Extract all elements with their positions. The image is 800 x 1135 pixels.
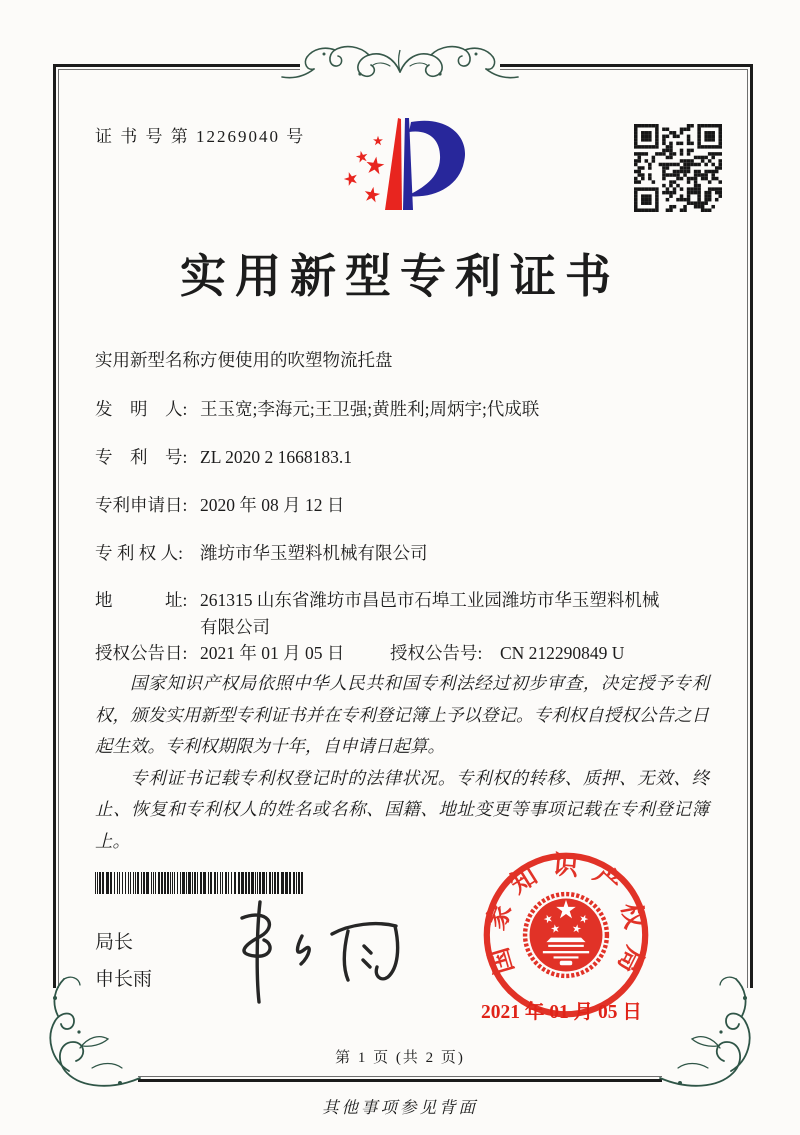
field-row-grant bbox=[95, 640, 670, 667]
national-emblem-icon bbox=[525, 894, 607, 976]
grant-date-label: 授权公告日: bbox=[95, 643, 188, 663]
field-value: 2020 年 08 月 12 日 bbox=[200, 495, 345, 515]
cnipa-logo-icon bbox=[333, 110, 483, 228]
qr-code-icon bbox=[634, 124, 722, 212]
signer-name: 申长雨 bbox=[95, 969, 153, 990]
signer-block bbox=[95, 924, 152, 998]
certificate-title: 实用新型专利证书 bbox=[180, 251, 620, 302]
field-value: ZL 2020 2 1668183.1 bbox=[200, 447, 352, 467]
field-label: 专 利 权 人: bbox=[95, 543, 183, 563]
field-row-patentee bbox=[95, 540, 670, 567]
seal-ring-text: 国家知识产权局 bbox=[480, 850, 652, 990]
field-label: 实用新型名称: bbox=[95, 350, 205, 370]
grant-number-value: CN 212290849 U bbox=[500, 643, 625, 663]
field-value: 潍坊市华玉塑料机械有限公司 bbox=[200, 543, 428, 563]
barcode-icon bbox=[95, 872, 307, 894]
field-row-name bbox=[95, 347, 670, 374]
field-value: 方便使用的吹塑物流托盘 bbox=[200, 350, 393, 370]
legal-paragraph-1: 国家知识产权局依照中华人民共和国专利法经过初步审查，决定授予专利权，颁发实用新型专利证书并在专利登记簿上予以登记。专利权自授权公告之日起生效。专利权期限为十年，自申请日起算。 bbox=[95, 673, 709, 756]
legal-text-block bbox=[95, 668, 709, 857]
signature-icon bbox=[198, 896, 410, 1008]
field-label: 专利申请日: bbox=[95, 495, 188, 515]
field-value: 王玉宽;李海元;王卫强;黄胜利;周炳宇;代成联 bbox=[200, 399, 540, 419]
field-row-patent-number bbox=[95, 444, 670, 471]
certificate-number: 证 书 号 第 12269040 号 bbox=[95, 127, 306, 146]
legal-paragraph-2: 专利证书记载专利权登记时的法律状况。专利权的转移、质押、无效、终止、恢复和专利权人的姓名或名称、国籍、地址变更等事项记载在专利登记簿上。 bbox=[95, 767, 709, 851]
field-row-filing-date bbox=[95, 492, 670, 519]
field-row-address bbox=[95, 587, 670, 641]
see-back-note: 其他事项参见背面 bbox=[322, 1098, 478, 1117]
field-label: 专 利 号: bbox=[95, 447, 188, 467]
field-value: 261315 山东省潍坊市昌邑市石埠工业园潍坊市华玉塑料机械有限公司 bbox=[200, 590, 660, 637]
signer-title: 局长 bbox=[95, 932, 134, 953]
field-label: 发 明 人: bbox=[95, 399, 188, 419]
grant-date-value: 2021 年 01 月 05 日 bbox=[200, 643, 345, 663]
seal-date: 2021 年 01 月 05 日 bbox=[481, 1002, 642, 1023]
field-row-inventors bbox=[95, 396, 670, 423]
page-number-note: 第 1 页 (共 2 页) bbox=[335, 1050, 465, 1066]
grant-number-label: 授权公告号: bbox=[390, 643, 483, 663]
field-label: 地 址: bbox=[95, 590, 188, 610]
